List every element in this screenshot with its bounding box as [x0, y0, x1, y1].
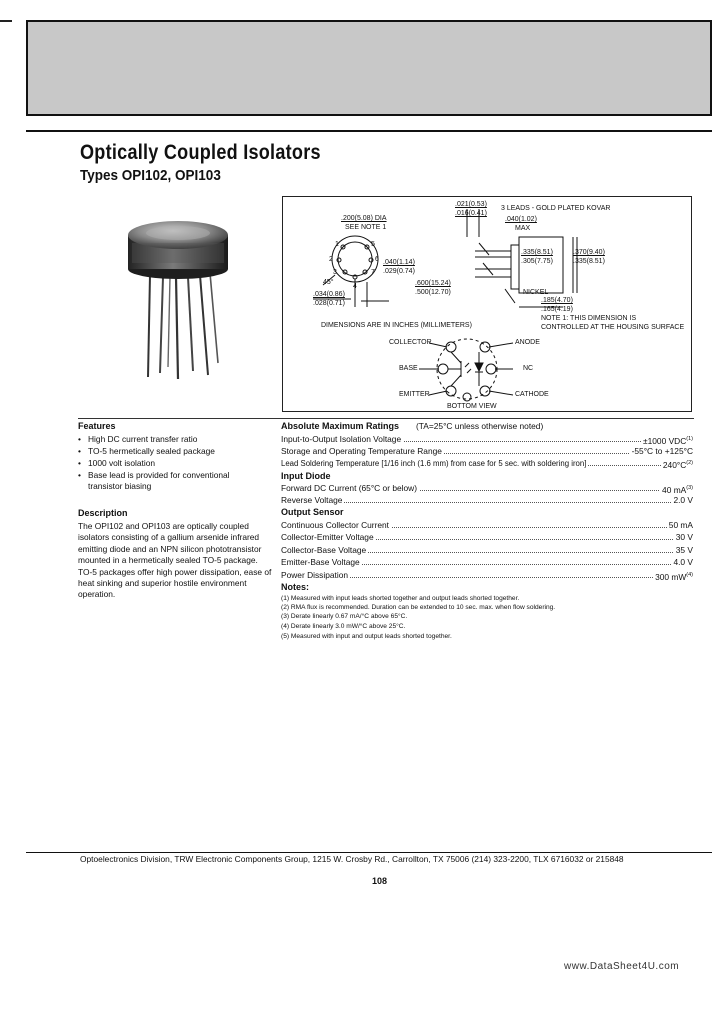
rating-value: -55°C to +125°C: [631, 446, 693, 456]
dimensions-caption: DIMENSIONS ARE IN INCHES (MILLIMETERS): [321, 322, 472, 329]
nc-label: NC: [523, 365, 534, 372]
rating-label: Forward DC Current (65°C or below): [281, 483, 417, 493]
rating-label: Collector-Base Voltage: [281, 545, 367, 555]
dim-335: .335(8.51): [521, 249, 553, 256]
output-sensor-heading: Output Sensor: [281, 507, 344, 517]
rating-value: 35 V: [675, 545, 693, 555]
rating-value: 50 mA: [668, 520, 693, 530]
ratings-heading: Absolute Maximum Ratings: [281, 421, 400, 431]
note-item: (1) Measured with input leads shorted together and output leads shorted together.: [281, 595, 520, 602]
pin-1: 1: [335, 241, 339, 248]
collector-label: COLLECTOR: [389, 339, 432, 346]
rating-value: 30 V: [675, 532, 693, 542]
note-item: (3) Derate linearly 0.67 mA/°C above 65°C.: [281, 613, 408, 620]
anode-label: ANODE: [515, 339, 540, 346]
pin-2: 2: [329, 256, 333, 263]
emitter-label: EMITTER: [399, 391, 430, 398]
rating-row: [281, 495, 693, 506]
rating-label: Storage and Operating Temperature Range: [281, 446, 442, 456]
feature-item: Base lead is provided for conventional transistor biasing: [88, 470, 230, 491]
dim-028: .028(0.71): [313, 300, 345, 307]
bottom-view-label: BOTTOM VIEW: [447, 403, 497, 410]
pin-6: 6: [375, 256, 379, 263]
rating-row: [281, 545, 693, 556]
dim-370: .370(9.40): [573, 249, 605, 256]
description-heading: Description: [78, 508, 128, 518]
rating-label: Continuous Collector Current: [281, 520, 389, 530]
base-label: BASE: [399, 365, 418, 372]
dim-305: .305(7.75): [521, 258, 553, 265]
bullet-icon: •: [78, 458, 81, 468]
rating-row: [281, 458, 693, 469]
rating-row: [281, 434, 693, 445]
watermark: www.DataSheet4U.com: [564, 961, 680, 972]
notes-heading: Notes:: [281, 582, 310, 592]
leads-label: 3 LEADS - GOLD PLATED KOVAR: [501, 205, 611, 212]
dim-040-max: .040(1.02): [505, 216, 537, 223]
feature-item: 1000 volt isolation: [88, 458, 156, 468]
rating-label: Input-to-Output Isolation Voltage: [281, 434, 402, 444]
footer-rule: [26, 852, 712, 853]
pin-3: 3: [333, 269, 337, 276]
pinout-schematic: [419, 339, 513, 401]
note1-line2: CONTROLLED AT THE HOUSING SURFACE: [541, 324, 685, 331]
page-number: 108: [372, 876, 388, 886]
dia-200: .200(5.08) DIA: [341, 215, 387, 222]
dim-021: .021(0.53): [455, 201, 487, 208]
rating-value: 300 $mW^{(4)}$: [655, 571, 693, 582]
dim-040: .040(1.14): [383, 259, 415, 266]
rating-label: Emitter-Base Voltage: [281, 557, 360, 567]
bullet-icon: •: [78, 470, 81, 480]
nickel-label: NICKEL: [523, 289, 549, 296]
pin-4: 4: [353, 283, 357, 290]
rating-value: $240^\circ C^{(2)}$: [662, 459, 693, 470]
rating-value: 4.0 V: [673, 557, 693, 567]
rating-row: [281, 557, 693, 568]
corner-mark: [0, 20, 12, 22]
footer-address: Optoelectronics Division, TRW Electronic Components Group, 1215 W. Crosby Rd., Carrollton, TX 75006 (214) 323-2200, TLX 6716032 or 215848: [80, 854, 624, 864]
note-item: (5) Measured with input and output leads shorted together.: [281, 633, 452, 640]
see-note: SEE NOTE 1: [345, 224, 387, 231]
dim-335b: .335(8.51): [573, 258, 605, 265]
angle-label: 45°: [323, 279, 334, 286]
input-diode-heading: Input Diode: [281, 471, 331, 481]
dimension-diagram: [282, 196, 692, 412]
header-box: [26, 20, 712, 116]
dim-029: .029(0.74): [383, 268, 415, 275]
section-rule: [78, 418, 694, 419]
rating-value: 40 $mA^{(3)}$: [662, 484, 693, 495]
dim-500: .500(12.70): [415, 289, 451, 296]
rating-label: Lead Soldering Temperature [1/16 inch (1.6 mm) from case for 5 sec. with soldering iron]: [281, 459, 587, 468]
rating-value: ±1000 VDC$^{(1)}$: [643, 435, 693, 446]
features-heading: Features: [78, 421, 116, 431]
dim-165: .165(4.19): [541, 306, 573, 313]
page-title: Optically Coupled Isolators: [80, 141, 321, 164]
rating-row: [281, 520, 693, 531]
top-rule: [26, 130, 712, 132]
leads-graphic: [148, 273, 218, 379]
pin-5: 5: [371, 241, 375, 248]
note1-line1: NOTE 1: THIS DIMENSION IS: [541, 315, 637, 322]
bullet-icon: •: [78, 434, 81, 444]
feature-item: High DC current transfer ratio: [88, 434, 198, 444]
note-item: (2) RMA flux is recommended. Duration can be extended to 10 sec. max. when flow soldering.: [281, 604, 556, 611]
rating-label: Reverse Voltage: [281, 495, 343, 505]
rating-row: [281, 532, 693, 543]
cathode-label: CATHODE: [515, 391, 549, 398]
ratings-condition: (TA=25°C unless otherwise noted): [416, 421, 544, 431]
feature-item: TO-5 hermetically sealed package: [88, 446, 215, 456]
note-item: (4) Derate linearly 3.0 mW/°C above 25°C.: [281, 623, 406, 630]
dim-034: .034(0.86): [313, 291, 345, 298]
product-photo: [108, 195, 248, 385]
bullet-icon: •: [78, 446, 81, 456]
rating-row: [281, 446, 693, 457]
description-text: The OPI102 and OPI103 are optically coupled isolators consisting of a gallium arsenide infrared emitting diode and an NPN silicon phototransistor mounted in a hermetically sealed TO-5 package. TO-5 packages offer high power dissipation, ease of heat sinking and superior hostile environment operation.: [78, 521, 272, 600]
rating-label: Power Dissipation: [281, 570, 349, 580]
dim-185: .185(4.70): [541, 297, 573, 304]
rating-label: Collector-Emitter Voltage: [281, 532, 374, 542]
max-label: MAX: [515, 225, 531, 232]
dim-600: .600(15.24): [415, 280, 451, 287]
rating-row: [281, 570, 693, 581]
page-subtitle: Types OPI102, OPI103: [80, 167, 221, 184]
dim-016: .016(0.41): [455, 210, 487, 217]
rating-value: 2.0 V: [673, 495, 693, 505]
pin-7: 7: [371, 269, 375, 276]
rating-row: [281, 483, 693, 494]
